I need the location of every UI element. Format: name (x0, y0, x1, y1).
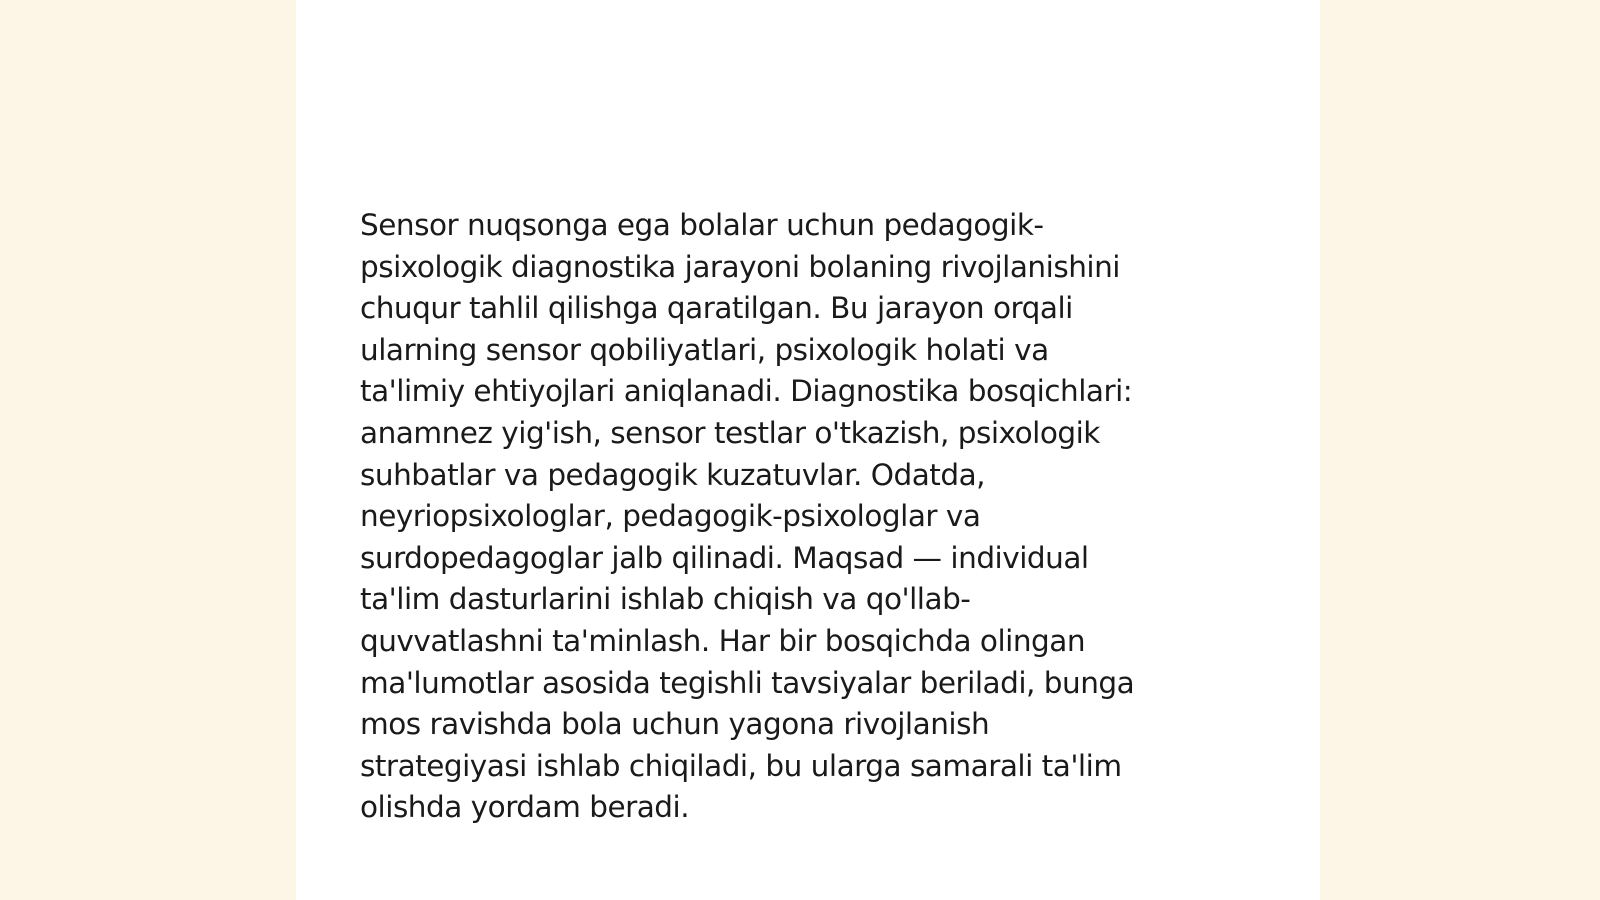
slide-body-text: Sensor nuqsonga ega bolalar uchun pedagogik- psixologik diagnostika jarayoni bolaning rivojlanishini chuqur tahlil qilishga qaratilgan. Bu jarayon orqali ularning sensor qobiliyatlari, psixologik holati va ta'limiy ehtiyojlari aniqlanadi. Diagnostika bosqichlari: anamnez yig'ish, sensor testlar o'tkazish, psixologik suhbatlar va pedagogik kuzatuvlar. Odatda, neyriopsixologlar, pedagogik-psixologlar va surdopedagoglar jalb qilinadi. Maqsad — individual ta'lim dasturlarini ishlab chiqish va qo'llab- quvvatlashni ta'minlash. Har bir bosqichda olingan ma'lumotlar asosida tegishli tavsiyalar beriladi, bunga mos ravishda bola uchun yagona rivojlanish strategiyasi ishlab chiqiladi, bu ularga samarali ta'lim olishda yordam beradi. (360, 208, 1135, 825)
slide-page (296, 0, 1320, 900)
